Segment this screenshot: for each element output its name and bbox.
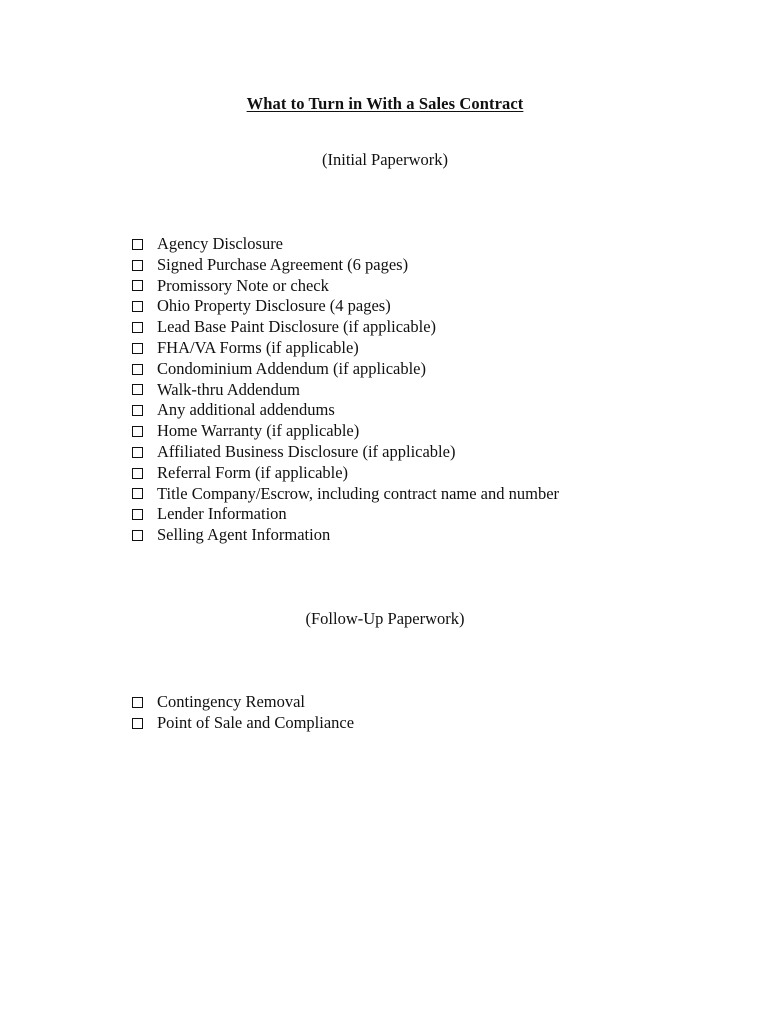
checkbox-icon[interactable] [132, 405, 143, 416]
checkbox-icon[interactable] [132, 384, 143, 395]
checkbox-icon[interactable] [132, 697, 143, 708]
checklist-item-label: FHA/VA Forms (if applicable) [157, 337, 359, 357]
checklist-item-label: Promissory Note or check [157, 275, 329, 295]
checklist-item [132, 255, 559, 276]
checklist-item [132, 525, 559, 546]
checklist-item [132, 380, 559, 401]
checklist-item-label: Signed Purchase Agreement (6 pages) [157, 254, 409, 274]
checklist-item-label: Affiliated Business Disclosure (if applicable) [157, 441, 456, 461]
followup-paperwork-heading: (Follow-Up Paperwork) [305, 609, 465, 628]
checklist-item [132, 463, 559, 484]
checkbox-icon[interactable] [132, 301, 143, 312]
checkbox-icon[interactable] [132, 530, 143, 541]
checklist-item-label: Any additional addendums [157, 400, 335, 420]
checklist-item [132, 713, 354, 734]
checklist-item [132, 692, 354, 713]
checkbox-icon[interactable] [132, 447, 143, 458]
checkbox-icon[interactable] [132, 343, 143, 354]
checklist-item [132, 400, 559, 421]
document-title: What to Turn in With a Sales Contract [246, 94, 524, 113]
checklist-item [132, 296, 559, 317]
checkbox-icon[interactable] [132, 426, 143, 437]
checklist-item [132, 421, 559, 442]
checklist-item [132, 338, 559, 359]
checklist-item-label: Title Company/Escrow, including contract name and number [157, 483, 560, 503]
checklist-item-label: Home Warranty (if applicable) [157, 421, 360, 441]
checkbox-icon[interactable] [132, 488, 143, 499]
checkbox-icon[interactable] [132, 509, 143, 520]
initial-paperwork-checklist [132, 234, 559, 546]
checklist-item [132, 276, 559, 297]
initial-paperwork-heading: (Initial Paperwork) [322, 150, 448, 169]
checklist-item [132, 504, 559, 525]
checkbox-icon[interactable] [132, 364, 143, 375]
checkbox-icon[interactable] [132, 718, 143, 729]
checklist-item [132, 234, 559, 255]
checkbox-icon[interactable] [132, 322, 143, 333]
checklist-item-label: Condominium Addendum (if applicable) [157, 358, 426, 378]
checklist-item-label: Referral Form (if applicable) [157, 462, 349, 482]
checklist-item [132, 442, 559, 463]
checklist-item-label: Point of Sale and Compliance [157, 712, 355, 732]
checklist-item [132, 359, 559, 380]
checkbox-icon[interactable] [132, 468, 143, 479]
checklist-item-label: Ohio Property Disclosure (4 pages) [157, 296, 391, 316]
checklist-item-label: Agency Disclosure [157, 234, 284, 253]
followup-paperwork-checklist [132, 692, 354, 734]
checklist-item-label: Contingency Removal [157, 692, 306, 711]
checklist-item-label: Walk-thru Addendum [157, 379, 301, 399]
checklist-item-label: Lender Information [157, 504, 287, 524]
checkbox-icon[interactable] [132, 239, 143, 250]
checklist-item-label: Selling Agent Information [157, 525, 331, 545]
checkbox-icon[interactable] [132, 260, 143, 271]
checklist-item-label: Lead Base Paint Disclosure (if applicable) [157, 317, 437, 337]
checkbox-icon[interactable] [132, 280, 143, 291]
checklist-item [132, 484, 559, 505]
checklist-item [132, 317, 559, 338]
